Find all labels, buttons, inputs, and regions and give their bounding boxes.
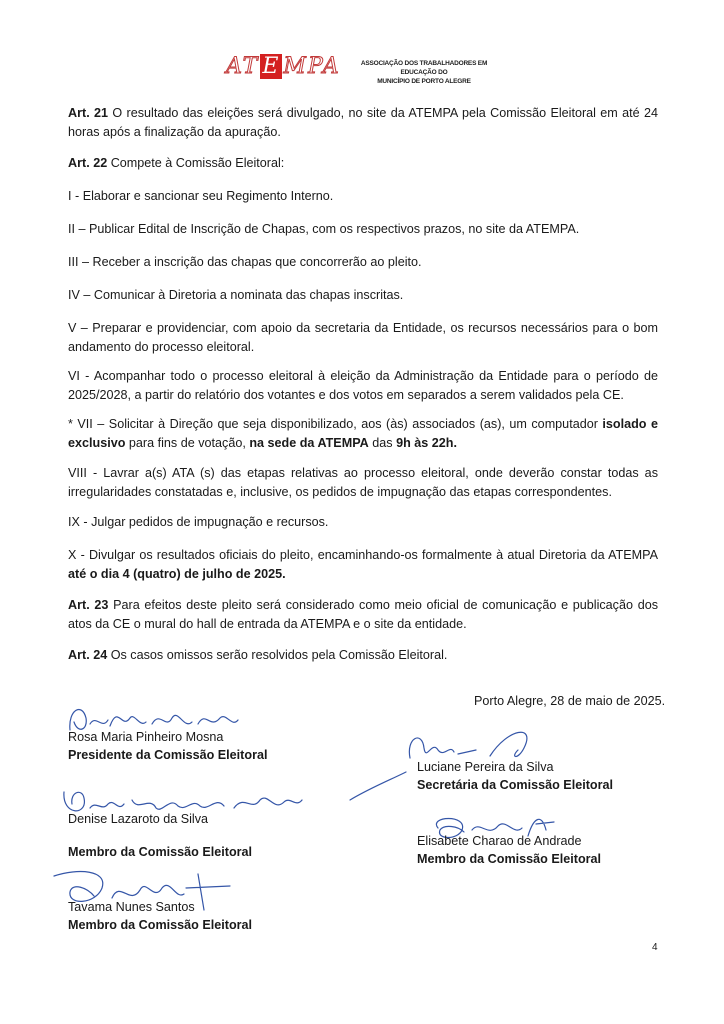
article-23: Art. 23 Para efeitos deste pleito será considerado como meio oficial de comunicação e publicação dos atos da CE o mural do hall de entrada da ATEMPA e o site da entidade. — [68, 598, 658, 631]
signatory-name: Denise Lazaroto da Silva — [68, 812, 209, 826]
signatory-5 — [68, 898, 252, 934]
article-21: Art. 21 O resultado das eleições será divulgado, no site da ATEMPA pela Comissão Eleitoral em até 24 horas após a finalização da apuração. — [68, 106, 658, 139]
item-vi: VI - Acompanhar todo o processo eleitoral à eleição da Administração da Entidade para o período de 2025/2028, a partir do relatório dos votantes e dos votos em separados a serem validados pela CE. — [68, 369, 658, 402]
article-24: Art. 24 Os casos omissos serão resolvidos pela Comissão Eleitoral. — [68, 648, 448, 662]
item-x: X - Divulgar os resultados oficiais do pleito, encaminhando-os formalmente à atual Diretoria da ATEMPA até o dia 4 (quatro) de julho de 2025. — [68, 548, 658, 581]
signatory-role: Presidente da Comissão Eleitoral — [68, 748, 268, 762]
item-i: I - Elaborar e sancionar seu Regimento Interno. — [68, 189, 334, 203]
item-viii: VIII - Lavrar a(s) ATA (s) das etapas relativas ao processo eleitoral, onde deverão constar todas as irregularidades constatadas e, inclusive, os pedidos de impugnação das etapas correspondentes. — [68, 466, 658, 499]
signatory-role: Secretária da Comissão Eleitoral — [417, 778, 613, 792]
signatory-name: Rosa Maria Pinheiro Mosna — [68, 730, 224, 744]
association-line-1: ASSOCIAÇÃO DOS TRABALHADORES EM EDUCAÇÃO DO — [360, 60, 488, 76]
logo-highlight: E — [262, 54, 281, 79]
signatory-role: Membro da Comissão Eleitoral — [417, 852, 602, 866]
signatory-1 — [68, 728, 267, 764]
association-line-2: MUNICÍPIO DE PORTO ALEGRE — [377, 78, 471, 85]
place-date: Porto Alegre, 28 de maio de 2025. — [474, 694, 666, 708]
atempa-logo — [226, 52, 341, 84]
item-ii: II – Publicar Edital de Inscrição de Chapas, com os respectivos prazos, no site da ATEMPA. — [68, 222, 580, 236]
signatory-role: Membro da Comissão Eleitoral — [68, 918, 253, 932]
signatory-role: Membro da Comissão Eleitoral — [68, 845, 253, 859]
item-vii: * VII – Solicitar à Direção que seja disponibilizado, aos (às) associados (as), um computador isolado e exclusivo para fins de votação, na sede da ATEMPA das 9h às 22h. — [68, 417, 658, 450]
item-iii: III – Receber a inscrição das chapas que concorrerão ao pleito. — [68, 255, 422, 269]
signatory-3 — [68, 810, 252, 861]
item-v: V – Preparar e providenciar, com apoio da secretaria da Entidade, os recursos necessários para o bom andamento do processo eleitoral. — [68, 321, 658, 354]
signatory-name: Elisabete Charao de Andrade — [417, 834, 582, 848]
signatory-name: Tavama Nunes Santos — [68, 900, 195, 914]
page-number: 4 — [652, 942, 658, 953]
item-iv: IV – Comunicar à Diretoria a nominata das chapas inscritas. — [68, 288, 404, 302]
item-ix: IX - Julgar pedidos de impugnação e recursos. — [68, 515, 329, 529]
signatory-4 — [417, 832, 601, 868]
signatory-2 — [417, 758, 613, 794]
logo-wordmark: AT E MPA — [226, 54, 341, 79]
article-22: Art. 22 Compete à Comissão Eleitoral: — [68, 156, 285, 170]
association-name — [354, 59, 494, 86]
signatory-name: Luciane Pereira da Silva — [417, 760, 554, 774]
